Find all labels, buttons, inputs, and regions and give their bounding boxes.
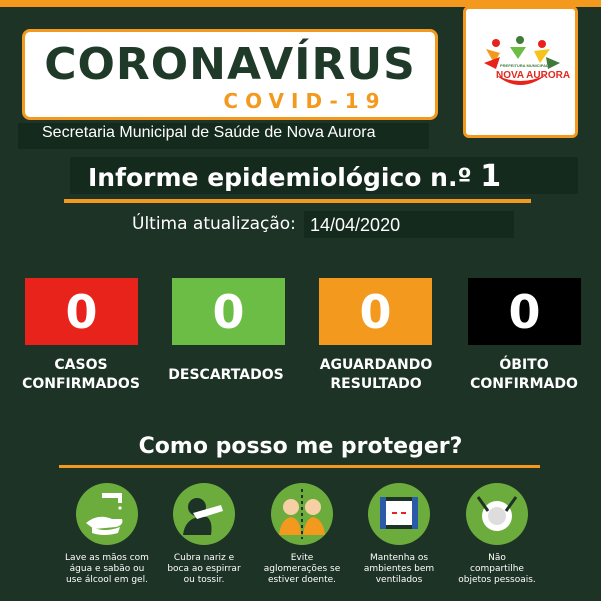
title-banner bbox=[22, 29, 438, 120]
municipal-logo bbox=[463, 6, 578, 138]
tip-ventilation-line1: Mantenha os bbox=[369, 553, 429, 563]
tip-no-sharing bbox=[442, 553, 552, 586]
tip-handwash-line2: água e sabão ou bbox=[69, 564, 145, 574]
page-subtitle: COVID-19 bbox=[223, 89, 387, 113]
protection-heading: Como posso me proteger? bbox=[138, 434, 463, 459]
tip-avoid-crowds-line2: aglomerações se bbox=[263, 564, 341, 574]
protection-divider bbox=[59, 465, 540, 468]
department-label: Secretaria Municipal de Saúde de Nova Aurora bbox=[18, 123, 429, 149]
deaths-label-line1: ÓBITO bbox=[499, 357, 549, 373]
last-update-label: Última atualização: bbox=[132, 214, 296, 234]
confirmed-cases-label-line1: CASOS bbox=[54, 357, 108, 373]
last-update-date: 14/04/2020 bbox=[310, 215, 401, 235]
tip-cover-cough-line1: Cubra nariz e bbox=[173, 553, 235, 563]
tip-ventilation-line3: ventilados bbox=[375, 575, 423, 585]
discarded-count: 0 bbox=[172, 278, 285, 345]
awaiting-result-label-line2: RESULTADO bbox=[330, 376, 422, 392]
cover-cough-icon bbox=[173, 483, 235, 545]
awaiting-result-count: 0 bbox=[319, 278, 432, 345]
tip-ventilation bbox=[344, 553, 454, 586]
deaths-label-line2: CONFIRMADO bbox=[470, 376, 578, 392]
no-sharing-icon bbox=[466, 483, 528, 545]
tip-avoid-crowds-line3: estiver doente. bbox=[267, 575, 337, 585]
logo-small-text: PREFEITURA MUNICIPAL bbox=[500, 63, 549, 68]
tip-no-sharing-line2: compartilhe bbox=[470, 564, 524, 574]
discarded-label bbox=[146, 366, 306, 385]
tip-cover-cough bbox=[149, 553, 259, 586]
report-title-divider bbox=[64, 199, 531, 203]
page-title: CORONAVÍRUS bbox=[44, 39, 416, 90]
ventilated-window-icon bbox=[368, 483, 430, 545]
awaiting-result-label-line1: AGUARDANDO bbox=[319, 357, 433, 373]
report-number: 1 bbox=[480, 159, 502, 194]
confirmed-cases-count: 0 bbox=[25, 278, 138, 345]
handwash-icon bbox=[76, 483, 138, 545]
deaths-label bbox=[444, 356, 601, 394]
tip-handwash-line1: Lave as mãos com bbox=[65, 553, 149, 563]
confirmed-cases-label bbox=[1, 356, 161, 394]
tip-ventilation-line2: ambientes bem bbox=[363, 564, 435, 574]
avoid-crowds-icon bbox=[271, 483, 333, 545]
tip-handwash bbox=[52, 553, 162, 586]
awaiting-result-label bbox=[296, 356, 456, 394]
discarded-label-line1: DESCARTADOS bbox=[168, 367, 284, 383]
logo-name: NOVA AURORA bbox=[496, 70, 571, 81]
report-title-text: Informe epidemiológico n.º bbox=[88, 163, 472, 192]
tip-cover-cough-line3: ou tossir. bbox=[183, 575, 225, 585]
deaths-count: 0 bbox=[468, 278, 581, 345]
report-title bbox=[88, 160, 558, 195]
tip-cover-cough-line2: boca ao espirrar bbox=[167, 564, 241, 574]
tip-no-sharing-line1: Não bbox=[488, 553, 506, 563]
confirmed-cases-label-line2: CONFIRMADOS bbox=[22, 376, 140, 392]
tip-avoid-crowds-line1: Evite bbox=[290, 553, 314, 563]
tip-handwash-line3: use álcool em gel. bbox=[66, 575, 148, 585]
tip-no-sharing-line3: objetos pessoais. bbox=[458, 575, 536, 585]
tip-avoid-crowds bbox=[247, 553, 357, 586]
